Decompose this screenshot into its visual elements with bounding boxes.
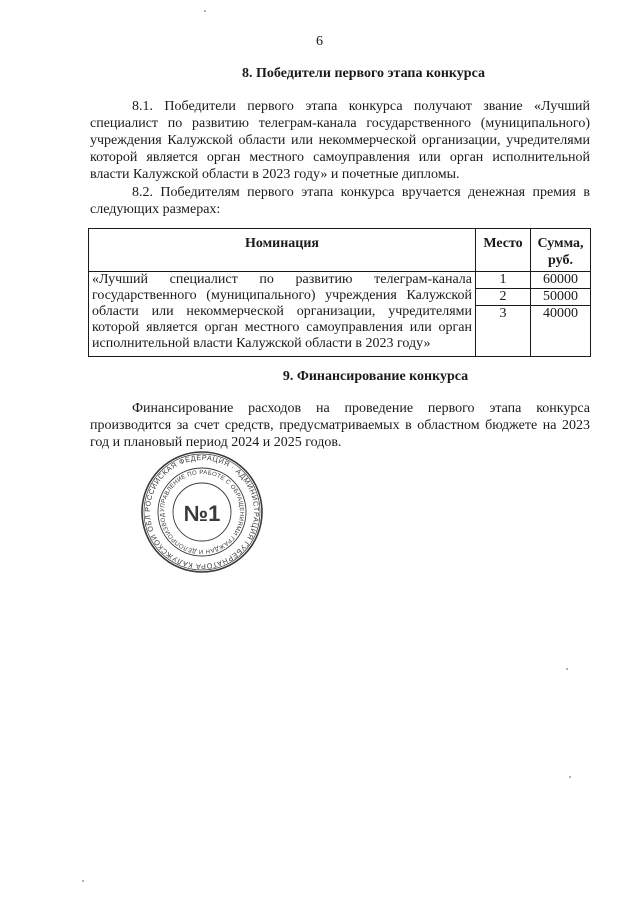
table-row (89, 272, 591, 289)
section-9-heading: 9. Финансирование конкурса (282, 369, 469, 384)
scan-speck (569, 776, 571, 778)
place-cell: 2 (476, 289, 531, 306)
scan-speck (204, 10, 206, 12)
scan-speck (82, 880, 84, 882)
paragraph-8-1: 8.1. Победители первого этапа конкурса получают звание «Лучший специалист по развитию телеграм-канала государственного (муниципального) учреждения Калужской области или некоммерческой организации, учредителями которой является орган местного самоуправления или орган исполнительной власти Калужской области в 2023 году» и почетные дипломы. (90, 99, 590, 182)
header-place: Место (476, 229, 531, 272)
prize-table (88, 228, 591, 357)
stamp-number: №1 (183, 501, 221, 526)
stamp-seal-icon (140, 450, 264, 574)
section-8-heading: 8. Победители первого этапа конкурса (242, 66, 485, 81)
header-sum: Сумма, руб. (531, 229, 591, 272)
nomination-cell: «Лучший специалист по развитию телеграм-канала государственного (муниципального) учреждения Калужской области или некоммерческой организации, учредителями которой является орган местного самоуправления или орган исполнительной власти Калужской области в 2023 году» (89, 272, 476, 357)
place-cell: 3 (476, 306, 531, 357)
paragraph-8-2: 8.2. Победителям первого этапа конкурса вручается денежная премия в следующих размерах: (90, 185, 590, 217)
paragraph-9: Финансирование расходов на проведение первого этапа конкурса производится за счет средств, предусматриваемых в областном бюджете на 2023 год и плановый период 2024 и 2025 годов. (90, 401, 590, 450)
page-number: 6 (316, 34, 323, 49)
table-header-row (89, 229, 591, 272)
place-cell: 1 (476, 272, 531, 289)
official-stamp (140, 450, 264, 574)
stamp-outer-text: РОССИЙСКАЯ ФЕДЕРАЦИЯ · АДМИНИСТРАЦИЯ ГУБЕРНАТОРА КАЛУЖСКОЙ ОБЛ (142, 452, 262, 572)
stamp-inner-text: УПРАВЛЕНИЕ ПО РАБОТЕ С ОБРАЩЕНИЯМИ ГРАЖДАН И ДЕЛОПРОИЗВОД (159, 469, 245, 555)
sum-cell: 50000 (531, 289, 591, 306)
sum-cell: 40000 (531, 306, 591, 357)
sum-cell: 60000 (531, 272, 591, 289)
scan-speck (566, 668, 568, 670)
header-nomination: Номинация (89, 229, 476, 272)
